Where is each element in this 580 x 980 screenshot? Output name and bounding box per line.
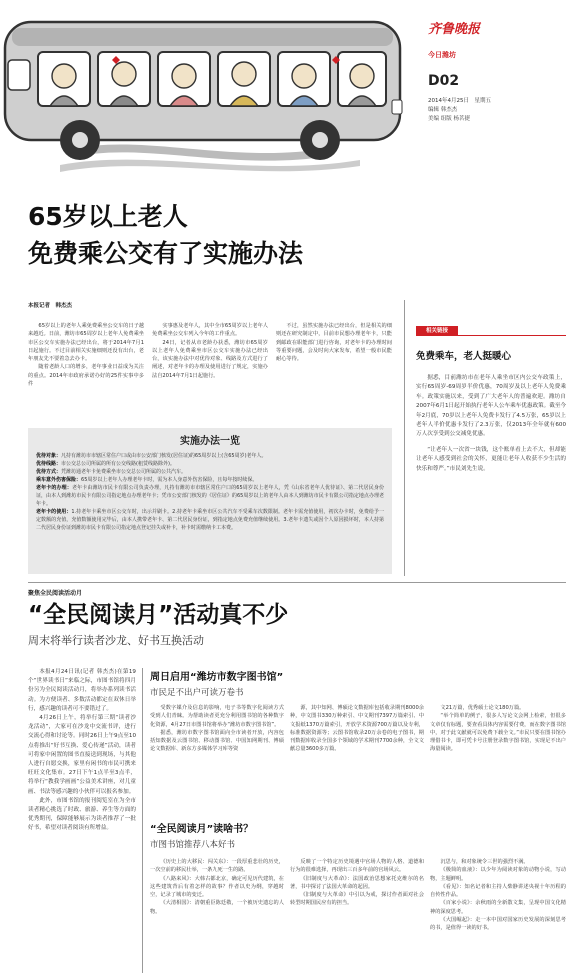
box-items — [36, 452, 384, 532]
paragraph: 实事惠及老年人，其中全市65周岁以上老年人免费乘坐公交车列入今年的工作重点。 — [152, 323, 268, 338]
headline-line-1: 65岁以上老人 — [28, 202, 188, 231]
paragraph: 《极简的血液》：以少年为阅读对象的动物小说，写动物，主题鲜明。 — [430, 867, 566, 882]
reading-kicker: 聚焦全民阅读活动月 — [28, 590, 83, 597]
box-item-text: 65周岁以上老年人办理老年卡时，需为本人身意外伤害保险，且每年按时续保。 — [81, 477, 258, 483]
digital-library-headline: 周日启用“潍坊市数字图书馆” — [150, 672, 284, 683]
paragraph: 《旧制度与大革命》：法国政治思想家托克维尔的名著，书中探讨了法国大革命的起因。 — [290, 875, 424, 890]
column-divider — [404, 300, 405, 576]
box-title: 实施办法一览 — [180, 436, 240, 447]
paragraph: 《旧制度与大革命》中引以为戒，探讨作者面对社会转型时期国民应有的担当。 — [290, 892, 424, 907]
box-item — [36, 452, 384, 460]
issue-date: 2014年4月25日 星期五 — [428, 98, 491, 104]
paragraph: “举个简单的例子，很多人写论文会网上检索，但很多文章仅有标题，要查看具体内容需要付费，而在数字图书馆中，对于此文献就可以免费下载全文。”市民只要在图书馆办理借书卡，即可凭卡号注册登录数字图书馆，实现足不出户海量阅读。 — [430, 713, 566, 753]
box-item-text: 1.持老年卡乘坐市区公交车时，出示并刷卡。2.持老年卡乘坐市区公共汽车不受乘车次数限制。老年卡需充值使用，初次办卡时，免费给予一定数额的充值，充值数额使用完毕后，由本人携带老年卡、第二代居民身份证，到指定地点免费充值继续使用。3.老年卡遗失或因个人原因损坏时，本人持第二代居民身份证到潍坊市民卡有限公司指定地点登记挂失或补卡，补卡时需缴纳卡工本费。 — [36, 509, 384, 531]
reading-subheadline: 周末将举行读者沙龙、好书互换活动 — [28, 634, 204, 647]
paragraph: 据悉，潍坊市数字图书馆面向全市读者开放，内容包括知数据及云图书馆、移动图书馆、中国知网期刊、博硕论文数据库、新东方多媒体学习库等资 — [150, 729, 284, 753]
column-divider — [142, 668, 143, 973]
paragraph: 24日，记者从市老龄办获悉，潍坊市65周岁以上老年人免费乘坐市区公交车实施办法已经出台，该实施办法中对优待对象、线路及方式进行了阐述，对老年卡的办理及使用进行了规定，实施办法自2014年7月1日起施行。 — [152, 339, 268, 379]
sidebar-tag — [416, 326, 458, 336]
box-item-label: 老年卡的使用： — [36, 509, 72, 515]
sidebar-tag-rule — [458, 335, 566, 336]
sidebar-body — [416, 374, 566, 474]
design-credit: 美编 组版 杨茗捷 — [428, 116, 470, 122]
box-item — [36, 484, 384, 508]
reading-headline: “全民阅读月”活动真不少 — [28, 602, 289, 628]
paragraph: 文21万篇，优秀硕士论文180万篇。 — [440, 705, 525, 711]
box-item — [36, 508, 384, 532]
paragraph: “让老年人一次省一块钱，这个账单看上去不大，但却能让老年人感受到社会的关怀，更能让老年人收获不少生活的快乐和尊严。”市民刘先生说。 — [416, 446, 566, 472]
paragraph: 沉思与，和对象统令三世的强烈不满。 — [440, 859, 529, 865]
box-item-label: 优待线路： — [36, 461, 62, 467]
editor-credit: 编辑 韩杰杰 — [428, 107, 458, 113]
digital-library-col-2 — [290, 704, 424, 754]
section-divider — [28, 582, 566, 583]
paragraph: 受数字媒介及信息的影响，电子书等数字化阅读方式受到人们青睐。为帮助读者更充分利用图书馆的各种数字化资源，4月27日市图书馆将举办“潍坊市数字图书馆”。 — [150, 705, 284, 728]
digital-library-col-3 — [430, 704, 566, 754]
sidebar-title: 免费乘车，老人挺暖心 — [416, 351, 512, 362]
book-recs-col-2 — [290, 858, 424, 908]
paragraph: 65岁以上的老年人乘免费乘坐公交车的日子越来越近。日前，潍坊市65周岁以上老年人免费乘坐市区公交车实施办法已经出台，将于2014年7月1日起施行。不过目前相关实施细则还没有出台，老年朋友先不要着急去办卡。 — [28, 323, 144, 363]
paragraph: 随着老龄人口的增多，老年事业日益成为关注的重点。2014年市政府承诺办好的25件实事中多件 — [28, 364, 144, 388]
sidebar-tag-label: 相关链接 — [425, 328, 448, 334]
bus-illustration — [0, 0, 410, 180]
box-item-text: 老年卡由潍坊市民卡有限公司负责办理，凡持有潍坊市市辖区常住户口的65周岁以上老年人，凭《山东省老年人优待证》、第二代居民身份证，由本人到潍坊市民卡有限公司指定地点办理老年卡；凭市公安部门核发的《居住证》的65周岁以上的老年人由本人到潍坊市民卡有限公司指定地点办理老年卡。 — [36, 485, 384, 507]
main-byline: 本报记者 韩杰杰 — [28, 303, 73, 309]
box-item-label: 优待方式： — [36, 469, 62, 475]
reading-story-col — [28, 668, 136, 834]
paragraph: 《历史上的大移民：闯关东》：一段厚重悲壮的历史，一次空前的移民壮举，一条九死一生的路。 — [150, 859, 284, 874]
paragraph: 此外，市图书馆的报刊阅览室在为全市读者精心挑选了时政、旅游、养生等方面的优秀期刊，保障能够展示为读者推荐了一批好书，希望对读者阅读有所增益。 — [28, 797, 136, 832]
box-item-text: 凡持有潍坊市市辖区常住户口或由市公安部门核发(居住证)的65周岁以上(含65周岁)老年人。 — [61, 453, 267, 459]
box-item — [36, 468, 384, 476]
paragraph: 据悉，目前潍坊市在老年人乘坐市区内公交车政策上，实行65周岁-69周岁半价优惠，70周岁及以上老年人免费乘车。政策实施以来，受到了广大老年人的普遍欢迎。潍坊自2007年6月1日起开始执行老年人公车乘车优惠政策。截至今年2月底，70岁以上老年人免费卡发行了4.5万张，65岁以上老年人半价优惠卡发行了2.3万张，仅2013年全年就有600万人次享受到公交减免优惠。 — [416, 375, 567, 438]
main-story-col-3 — [276, 322, 392, 363]
box-item — [36, 460, 384, 468]
paragraph: 《大清相国》：清朝重臣陈廷敬，一个被历史遗忘的人物。 — [150, 900, 284, 915]
paragraph: 反映了一个特定历史境遇中官场人物的人格、道德和行为的很难选择，再现出三百多年前的官场风云。 — [290, 859, 424, 874]
paragraph: 《看见》：知名记者和主持人柴静讲述央视十年历程的自传性作品。 — [430, 883, 566, 899]
main-headline — [28, 200, 448, 274]
box-item-text: 市公交总公司所属的所有公交线路(租赁线路除外)。 — [61, 461, 175, 467]
page-number: D02 — [428, 73, 460, 89]
box-item-text: 凭潍坊通老年卡免费乘坐市公交总公司所属的公共汽车。 — [61, 469, 187, 475]
paragraph: 不过，虽然实施办法已经出台，但是相关的细则还在研究制定中，目前市民想办理老年卡，只能到邮政在职能部门进行咨询，对老年卡的办理时间等重要问题，会及时向大家发布，希望一般市民能耐心等待。 — [276, 323, 392, 363]
paragraph: 4月26日上午，将举行第三期“读者沙龙活动”，大家可在沙龙中交流书评，进行交流心得和讨论等。同时26日上午9点至10点将推出“好书互换、爱心传递”活动，读者可将家中闲置的图书直接送到现场，与其他人进行自愿交换，家里有闲书的市民可携来旺旺文化集市。27日下午1点半至3点半，将举行“教我学画画”公益美术讲座，对儿童画、书法等感兴趣的小伙伴可以报名参加。 — [28, 715, 136, 795]
policy-summary-box — [28, 428, 392, 574]
book-recs-col-1 — [150, 858, 284, 916]
paragraph: 《百家小说》：余秋雨的全新散文集，呈现中国文化精神的深度思考。 — [430, 900, 566, 915]
box-item-label: 优待对象： — [36, 453, 62, 459]
book-recs-col-3 — [430, 858, 566, 933]
paragraph: 本报4月24日讯(记者 韩杰杰)在第19个“世界读书日”来临之际，市图书馆将四月份另为全民阅读活动月，将举办系列读书活动。为方便读者、多数活动都定在双休日举行，感兴趣的读者可不要错过了。 — [28, 669, 136, 712]
main-story-col-1 — [28, 322, 144, 388]
paper-name: 齐鲁晚报 — [428, 22, 481, 37]
headline-line-2: 免费乘公交有了实施办法 — [28, 239, 304, 268]
paragraph: 《八路来风》：大韩古都北京，确定可见历代建筑，在这些建筑背后有着怎样的故事？作者以史为纲，穿越时空，记录了城市的变迁。 — [150, 875, 284, 899]
box-item — [36, 476, 384, 484]
section-name: 今日潍坊 — [428, 51, 456, 59]
book-recs-headline: “全民阅读月”读啥书？ — [150, 824, 254, 835]
paragraph: 源，其中知网、博硕论文数据库包括收录期刊8000余种，中文图书330万种索引、中文期刊7397万篇索引、中文报纸1370万篇索引，开放学术资源700万篇以及专利，标准数据资源等；云图书馆收录20万余卷的电子图书，期刊数据库收录全国多个领域的学术期刊7700余种，全文文献总量3600多万篇。 — [290, 705, 424, 753]
digital-library-subheadline: 市民足不出户可读万卷书 — [150, 688, 244, 698]
digital-library-col-1 — [150, 704, 284, 754]
paragraph: 《大国崛起》：走一本中国对国家历史发展的深刻思考的书，是值得一读的好书。 — [430, 917, 566, 932]
book-recs-subheadline: 市图书馆推荐八本好书 — [150, 840, 236, 850]
main-story-col-2 — [152, 322, 268, 380]
box-item-label: 乘车意外伤害保险： — [36, 477, 82, 483]
masthead — [428, 18, 568, 138]
box-item-label: 老年卡的办理： — [36, 485, 72, 491]
